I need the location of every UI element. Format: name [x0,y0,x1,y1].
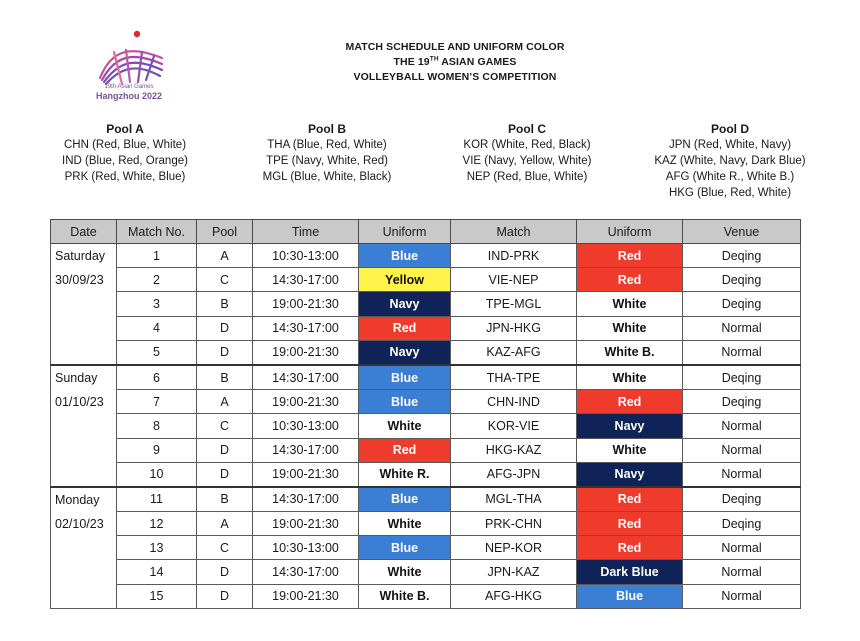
pool-cell: B [197,487,253,512]
match-number-cell: 7 [117,390,197,414]
table-row [51,292,801,316]
venue-cell: Normal [683,414,801,438]
match-number-cell: 1 [117,244,197,268]
uniform-home-cell: Navy [359,340,451,365]
pool-cell: C [197,536,253,560]
match-number-cell: 15 [117,584,197,608]
match-number-cell: 2 [117,268,197,292]
pool-cell: D [197,316,253,340]
match-number-cell: 13 [117,536,197,560]
title-line-2-post: ASIAN GAMES [438,56,517,68]
venue-cell: Deqing [683,268,801,292]
pool-team: TPE (Navy, White, Red) [266,155,388,167]
uniform-away-cell: Dark Blue [577,560,683,584]
match-number-cell: 3 [117,292,197,316]
match-number-cell: 14 [117,560,197,584]
pool-team: KOR (White, Red, Black) [463,139,591,151]
logo-text-big: Hangzhou 2022 [95,91,162,101]
uniform-away-cell: Red [577,512,683,536]
venue-cell: Deqing [683,292,801,316]
pool-name: Pool A [106,122,144,136]
uniform-home-cell: White [359,560,451,584]
uniform-home-cell: Red [359,438,451,462]
match-number-cell: 9 [117,438,197,462]
time-cell: 14:30-17:00 [253,316,359,340]
uniform-home-cell: Navy [359,292,451,316]
uniform-away-cell: Navy [577,414,683,438]
time-cell: 19:00-21:30 [253,340,359,365]
match-cell: JPN-KAZ [451,560,577,584]
pool-team: NEP (Red, Blue, White) [466,171,588,183]
pool-c [437,121,617,185]
time-cell: 14:30-17:00 [253,268,359,292]
pool-cell: D [197,438,253,462]
day-name: Monday [55,492,100,507]
uniform-home-cell: Yellow [359,268,451,292]
time-cell: 14:30-17:00 [253,560,359,584]
table-row [51,244,801,268]
pool-team: IND (Blue, Red, Orange) [62,155,188,167]
uniform-away-cell: White [577,438,683,462]
uniform-away-cell: Red [577,390,683,414]
time-cell: 10:30-13:00 [253,536,359,560]
uniform-home-cell: Blue [359,244,451,268]
time-cell: 19:00-21:30 [253,512,359,536]
match-number-cell: 12 [117,512,197,536]
title-line-2-sup: TH [429,55,439,63]
uniform-home-cell: White R. [359,462,451,487]
pool-team: AFG (White R., White B.) [665,171,795,183]
venue-cell: Deqing [683,487,801,512]
date-cell [51,365,117,487]
match-cell: TPE-MGL [451,292,577,316]
logo-caption [88,84,170,101]
schedule-body [51,244,801,609]
table-header-row [51,220,801,244]
pool-team: VIE (Navy, Yellow, White) [462,155,592,167]
venue-cell: Normal [683,536,801,560]
header-match-no: Match No. [117,220,197,244]
pool-a [35,121,215,185]
pool-cell: C [197,268,253,292]
uniform-away-cell: White [577,316,683,340]
uniform-away-cell: Navy [577,462,683,487]
header-pool: Pool [197,220,253,244]
day-date: 02/10/23 [55,516,104,531]
pool-team: KAZ (White, Navy, Dark Blue) [654,155,806,167]
time-cell: 19:00-21:30 [253,292,359,316]
uniform-away-cell: Red [577,536,683,560]
uniform-home-cell: White [359,414,451,438]
venue-cell: Normal [683,584,801,608]
header-venue: Venue [683,220,801,244]
pool-d [630,121,830,201]
header-time: Time [253,220,359,244]
uniform-home-cell: Red [359,316,451,340]
title-line-2 [300,55,610,70]
match-cell: NEP-KOR [451,536,577,560]
title-line-3: VOLLEYBALL WOMEN’S COMPETITION [353,71,557,83]
venue-cell: Normal [683,438,801,462]
uniform-home-cell: Blue [359,390,451,414]
match-number-cell: 6 [117,365,197,390]
uniform-home-cell: Blue [359,365,451,390]
header-uniform-away: Uniform [577,220,683,244]
time-cell: 10:30-13:00 [253,244,359,268]
match-cell: CHN-IND [451,390,577,414]
match-cell: KAZ-AFG [451,340,577,365]
uniform-away-cell: Red [577,487,683,512]
match-cell: IND-PRK [451,244,577,268]
match-cell: AFG-JPN [451,462,577,487]
match-cell: PRK-CHN [451,512,577,536]
pool-cell: A [197,390,253,414]
pool-name: Pool B [308,122,346,136]
pool-cell: C [197,414,253,438]
table-row [51,414,801,438]
uniform-home-cell: White [359,512,451,536]
uniform-away-cell: Blue [577,584,683,608]
pool-cell: B [197,365,253,390]
pool-cell: D [197,462,253,487]
day-name: Sunday [55,370,98,385]
pool-team: CHN (Red, Blue, White) [63,139,187,151]
header-uniform-home: Uniform [359,220,451,244]
logo-text-small: 19th Asian Games [104,84,154,90]
venue-cell: Deqing [683,365,801,390]
match-cell: JPN-HKG [451,316,577,340]
table-row [51,462,801,487]
match-cell: KOR-VIE [451,414,577,438]
match-cell: AFG-HKG [451,584,577,608]
header-date: Date [51,220,117,244]
venue-cell: Deqing [683,244,801,268]
pool-cell: D [197,584,253,608]
pool-team: PRK (Red, White, Blue) [64,171,186,183]
time-cell: 14:30-17:00 [253,438,359,462]
schedule-table [50,219,801,609]
header-match: Match [451,220,577,244]
venue-cell: Normal [683,462,801,487]
pool-team: MGL (Blue, White, Black) [262,171,392,183]
pool-cell: D [197,340,253,365]
pool-cell: D [197,560,253,584]
time-cell: 19:00-21:30 [253,390,359,414]
table-row [51,365,801,390]
match-number-cell: 8 [117,414,197,438]
time-cell: 14:30-17:00 [253,365,359,390]
venue-cell: Normal [683,340,801,365]
uniform-away-cell: White B. [577,340,683,365]
match-cell: THA-TPE [451,365,577,390]
pool-team: JPN (Red, White, Navy) [668,139,792,151]
match-number-cell: 4 [117,316,197,340]
table-row [51,536,801,560]
pool-cell: A [197,244,253,268]
uniform-away-cell: Red [577,244,683,268]
table-row [51,316,801,340]
table-row [51,512,801,536]
match-cell: MGL-THA [451,487,577,512]
venue-cell: Deqing [683,390,801,414]
pool-team: HKG (Blue, Red, White) [668,187,792,199]
uniform-away-cell: White [577,365,683,390]
venue-cell: Normal [683,560,801,584]
day-date: 01/10/23 [55,394,104,409]
time-cell: 10:30-13:00 [253,414,359,438]
match-number-cell: 10 [117,462,197,487]
table-row [51,584,801,608]
uniform-home-cell: White B. [359,584,451,608]
day-date: 30/09/23 [55,273,104,287]
match-cell: HKG-KAZ [451,438,577,462]
uniform-away-cell: Red [577,268,683,292]
table-row [51,268,801,292]
match-number-cell: 5 [117,340,197,365]
time-cell: 19:00-21:30 [253,584,359,608]
time-cell: 19:00-21:30 [253,462,359,487]
time-cell: 14:30-17:00 [253,487,359,512]
pool-team: THA (Blue, Red, White) [267,139,387,151]
document-title [300,40,610,85]
pool-b [237,121,417,185]
pool-cell: B [197,292,253,316]
pool-name: Pool C [508,122,546,136]
title-line-1: MATCH SCHEDULE AND UNIFORM COLOR [345,41,565,53]
date-cell [51,244,117,365]
table-row [51,560,801,584]
uniform-away-cell: White [577,292,683,316]
venue-cell: Normal [683,316,801,340]
table-row [51,487,801,512]
pool-cell: A [197,512,253,536]
uniform-home-cell: Blue [359,536,451,560]
table-row [51,340,801,365]
pool-name: Pool D [711,122,749,136]
match-number-cell: 11 [117,487,197,512]
table-row [51,390,801,414]
match-cell: VIE-NEP [451,268,577,292]
table-row [51,438,801,462]
venue-cell: Deqing [683,512,801,536]
day-name: Saturday [55,249,106,263]
title-line-2-pre: THE 19 [393,56,430,68]
uniform-home-cell: Blue [359,487,451,512]
date-cell [51,487,117,608]
